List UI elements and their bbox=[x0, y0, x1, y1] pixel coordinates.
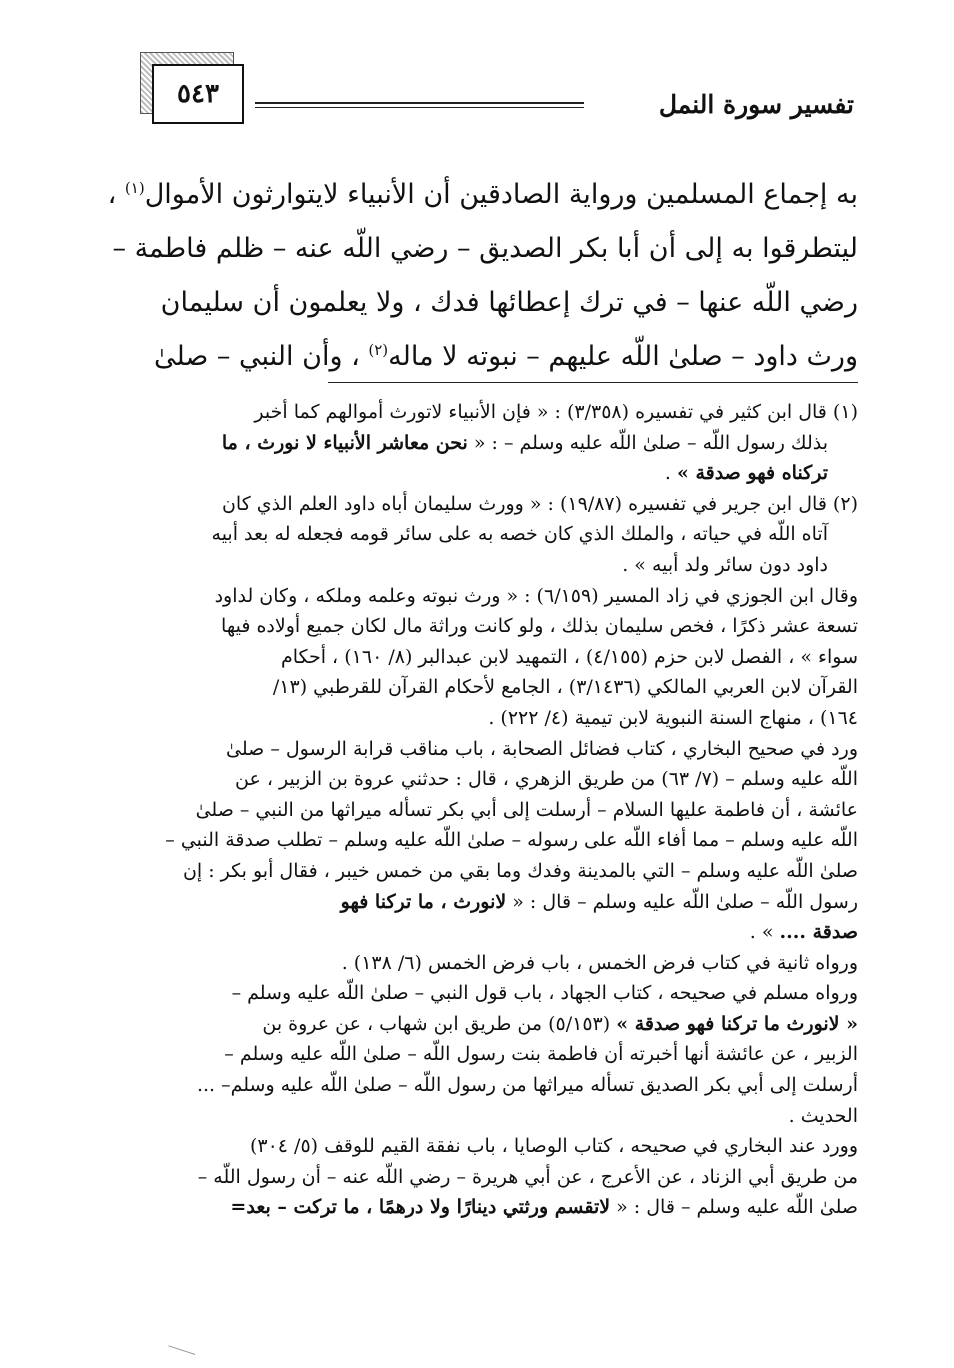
footnote-text: » . bbox=[749, 921, 780, 944]
footnote-line bbox=[126, 825, 858, 856]
footnotes bbox=[126, 397, 858, 1223]
footnote-text: داود دون سائر ولد أبيه » . bbox=[622, 553, 828, 576]
footnote-text: وورد عند البخاري في صحيحه ، كتاب الوصايا ، باب نفقة القيم للوقف (٥/ ٣٠٤) bbox=[249, 1135, 858, 1158]
footnote-line bbox=[126, 734, 858, 765]
footnote-line bbox=[126, 917, 858, 948]
footnote-quote: لاتقسم ورثتي دينارًا ولا درهمًا ، ما تركت – بعد= bbox=[230, 1196, 611, 1219]
footnote-line bbox=[126, 1131, 858, 1162]
footnote-line bbox=[126, 856, 858, 887]
running-title: تفسير سورة النمل bbox=[658, 90, 854, 119]
footnote-divider bbox=[328, 382, 858, 383]
main-text-segment: ، وأن النبي – صلىٰ bbox=[153, 341, 369, 372]
footnote-text: آتاه اللّه في حياته ، والملك الذي كان خصه به على سائر قومه فجعله له بعد أبيه bbox=[211, 523, 828, 546]
footnote-line bbox=[126, 1101, 858, 1132]
margin-mark bbox=[168, 1332, 199, 1355]
footnote-text: ١٦٤) ، منهاج السنة النبوية لابن تيمية (٤/ ٢٢٢) . bbox=[488, 706, 858, 729]
footnote-text: صلىٰ اللّه عليه وسلم – قال : « bbox=[610, 1196, 858, 1219]
footnote-text: الحديث . bbox=[788, 1104, 858, 1127]
footnote-line bbox=[126, 795, 858, 826]
footnote-line bbox=[126, 642, 858, 673]
main-text-segment: ورث داود – صلىٰ اللّه عليهم – نبوته لا ماله bbox=[388, 341, 858, 372]
footnote-line bbox=[126, 1009, 858, 1040]
footnote-text: أرسلت إلى أبي بكر الصديق تسأله ميراثها من رسول اللّه – صلىٰ اللّه عليه وسلم– ... bbox=[196, 1074, 858, 1097]
footnote-line bbox=[126, 703, 858, 734]
footnote-quote: صدقة .... bbox=[779, 921, 858, 944]
footnote-line bbox=[126, 458, 858, 489]
footnote-reference: (٢) bbox=[368, 341, 389, 359]
footnote-quote: « لانورث ما تركنا فهو صدقة » bbox=[616, 1012, 858, 1035]
footnote-line bbox=[126, 519, 858, 550]
main-text bbox=[107, 168, 858, 384]
footnote-line bbox=[126, 550, 858, 581]
footnote-text: الزبير ، عن عائشة أنها أخبرته أن فاطمة بنت رسول اللّه – صلىٰ اللّه عليه وسلم – bbox=[224, 1043, 858, 1066]
header-rule bbox=[255, 102, 584, 108]
footnote-text: ورواه مسلم في صحيحه ، كتاب الجهاد ، باب قول النبي – صلىٰ اللّه عليه وسلم – bbox=[231, 982, 858, 1005]
footnote-line bbox=[126, 428, 858, 459]
footnote-line bbox=[126, 978, 858, 1009]
footnote-line bbox=[126, 581, 858, 612]
page-number-box bbox=[140, 52, 248, 128]
footnote-text: وقال ابن الجوزي في زاد المسير (٦/١٥٩) : « ورث نبوته وعلمه وملكه ، وكان لداود bbox=[214, 584, 858, 607]
footnote-quote: نحن معاشر الأنبياء لا نورث ، ما bbox=[221, 431, 468, 454]
main-text-segment: ، bbox=[107, 179, 125, 210]
footnote-text: من طريق أبي الزناد ، عن الأعرج ، عن أبي هريرة – رضي اللّه عنه – أن رسول اللّه – bbox=[197, 1165, 858, 1188]
footnote-reference: (١) bbox=[124, 179, 145, 197]
footnote-text: القرآن لابن العربي المالكي (٣/١٤٣٦) ، الجامع لأحكام القرآن للقرطبي (١٣/ bbox=[272, 676, 858, 699]
footnote-line bbox=[126, 611, 858, 642]
footnote-line bbox=[126, 1192, 858, 1223]
main-text-segment: رضي اللّه عنها – في ترك إعطائها فدك ، ولا يعلمون أن سليمان bbox=[160, 287, 858, 318]
main-text-line bbox=[126, 276, 858, 330]
footnote-text: (١) قال ابن كثير في تفسيره (٣/٣٥٨) : « فإن الأنبياء لاتورث أموالهم كما أخبر bbox=[254, 401, 858, 423]
footnote-text: ورد في صحيح البخاري ، كتاب فضائل الصحابة ، باب مناقب قرابة الرسول – صلىٰ bbox=[226, 737, 858, 760]
footnote-text: (٥/١٥٣) من طريق ابن شهاب ، عن عروة بن bbox=[262, 1012, 617, 1035]
main-text-line bbox=[112, 222, 858, 276]
footnote-line bbox=[126, 672, 858, 703]
footnote-line bbox=[126, 489, 858, 520]
main-text-line bbox=[107, 168, 858, 222]
footnote-line bbox=[126, 948, 858, 979]
footnote-text: رسول اللّه – صلىٰ اللّه عليه وسلم – قال : « bbox=[506, 890, 858, 913]
footnote-line bbox=[126, 1162, 858, 1193]
footnote-quote: لانورث ، ما تركنا فهو bbox=[340, 890, 507, 913]
footnote-line bbox=[126, 1070, 858, 1101]
main-text-segment: ليتطرقوا به إلى أن أبا بكر الصديق – رضي اللّه عنه – ظلم فاطمة – bbox=[112, 233, 858, 264]
footnote-text: . bbox=[664, 462, 677, 485]
footnote-line bbox=[126, 887, 858, 918]
footnote-line bbox=[126, 397, 858, 428]
main-text-segment: به إجماع المسلمين ورواية الصادقين أن الأنبياء لايتوارثون الأموال bbox=[144, 179, 858, 210]
footnote-line bbox=[126, 764, 858, 795]
footnote-text: اللّه عليه وسلم – مما أفاء اللّه على رسوله – صلىٰ اللّه عليه وسلم – تطلب صدقة النبي – bbox=[165, 829, 858, 852]
page-header bbox=[140, 52, 854, 132]
footnote-quote: تركناه فهو صدقة » bbox=[676, 462, 828, 485]
footnote-text: ورواه ثانية في كتاب فرض الخمس ، باب فرض الخمس (٦/ ١٣٨) . bbox=[341, 951, 858, 974]
main-text-line bbox=[126, 330, 858, 384]
footnote-text: تسعة عشر ذكرًا ، فخص سليمان بذلك ، ولو كانت وراثة مال لكان جميع أولاده فيها bbox=[221, 615, 858, 638]
footnote-text: بذلك رسول اللّه – صلىٰ اللّه عليه وسلم – : « bbox=[467, 431, 828, 454]
page-number: ٥٤٣ bbox=[152, 64, 244, 124]
footnote-text: عائشة ، أن فاطمة عليها السلام – أرسلت إلى أبي بكر تسأله ميراثها من النبي – صلىٰ bbox=[195, 798, 858, 821]
footnote-text: (٢) قال ابن جرير في تفسيره (١٩/٨٧) : « وورث سليمان أباه داود العلم الذي كان bbox=[221, 492, 858, 515]
footnote-text: اللّه عليه وسلم – (٧/ ٦٣) من طريق الزهري ، قال : حدثني عروة بن الزبير ، عن bbox=[235, 768, 858, 791]
footnote-text: سواء » ، الفصل لابن حزم (٤/١٥٥) ، التمهيد لابن عبدالبر (٨/ ١٦٠) ، أحكام bbox=[280, 645, 858, 668]
footnote-text: صلىٰ اللّه عليه وسلم – التي بالمدينة وفدك وما بقي من خمس خيبر ، فقال أبو بكر : إن bbox=[182, 859, 858, 882]
footnote-line bbox=[126, 1039, 858, 1070]
